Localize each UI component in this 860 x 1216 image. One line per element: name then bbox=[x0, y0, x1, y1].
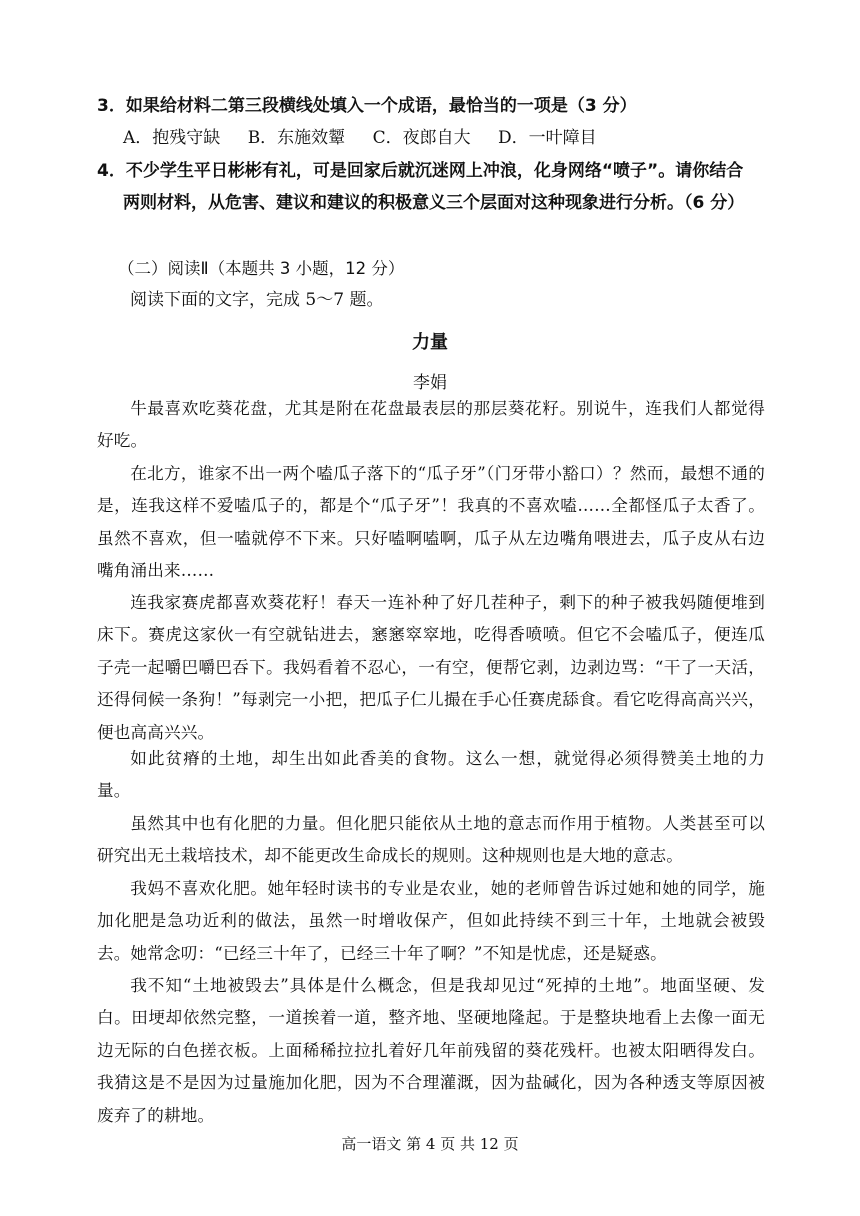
option-c: C．夜郎自大 bbox=[372, 128, 471, 148]
article-paragraph-6: 我妈不喜欢化肥。她年轻时读书的专业是农业，她的老师曾告诉过她和她的同学，施加化肥是急功近利的做法，虽然一时增收保产，但如此持续不到三十年，土地就会被毁去。她常念叨：“已经三十年了，已经三十年了啊？”不知是忧虑，还是疑惑。 bbox=[97, 879, 765, 963]
article-paragraph-2: 在北方，谁家不出一两个嗑瓜子落下的“瓜子牙”（门牙带小豁口）？然而，最想不通的是，连我这样不爱嗑瓜子的，都是个“瓜子牙”！我真的不喜欢嗑……全都怪瓜子太香了。虽然不喜欢，但一嗑就停不下来。只好嗑啊嗑啊，瓜子从左边嘴角喂进去，瓜子皮从右边嘴角涌出来…… bbox=[97, 464, 765, 581]
page-footer: 高一语文 第 4 页 共 12 页 bbox=[341, 1135, 519, 1153]
article-paragraph-1: 牛最喜欢吃葵花盘，尤其是附在花盘最表层的那层葵花籽。别说牛，连我们人都觉得好吃。 bbox=[97, 399, 765, 451]
question-4-number: 4． bbox=[97, 161, 126, 181]
section-heading: （二）阅读Ⅱ（本题共 3 小题，12 分） bbox=[118, 259, 405, 278]
option-a: A．抱残守缺 bbox=[123, 128, 221, 148]
article-paragraph-3: 连我家赛虎都喜欢葵花籽！春天一连补种了好几茬种子，剩下的种子被我妈随便堆到床下。赛虎这家伙一有空就钻进去，窸窸窣窣地，吃得香喷喷。但它不会嗑瓜子，便连瓜子壳一起嚼巴嚼巴吞下。我妈看着不忍心，一有空，便帮它剥，边剥边骂：“干了一天活，还得伺候一条狗！”每剥完一小把，把瓜子仁儿撮在手心任赛虎舔食。看它吃得高高兴兴，便也高高兴兴。 bbox=[97, 593, 765, 742]
question-3-options bbox=[123, 127, 597, 149]
article-paragraph-5: 虽然其中也有化肥的力量。但化肥只能依从土地的意志而作用于植物。人类甚至可以研究出无土栽培技术，却不能更改生命成长的规则。这种规则也是大地的意志。 bbox=[97, 814, 765, 866]
article-paragraph-4: 如此贫瘠的土地，却生出如此香美的食物。这么一想，就觉得必须得赞美土地的力量。 bbox=[97, 749, 765, 801]
option-d: D．一叶障目 bbox=[498, 128, 597, 148]
article-title: 力量 bbox=[412, 332, 448, 353]
option-b: B．东施效颦 bbox=[247, 128, 346, 148]
question-3-number: 3． bbox=[97, 96, 126, 116]
question-3-text: 如果给材料二第三段横线处填入一个成语，最恰当的一项是（3 分） bbox=[125, 96, 637, 116]
section-instruction: 阅读下面的文字，完成 5～7 题。 bbox=[130, 290, 384, 310]
question-3 bbox=[97, 95, 637, 117]
question-4-line-1: 不少学生平日彬彬有礼，可是回家后就沉迷网上冲浪，化身网络“喷子”。请你结合 bbox=[125, 161, 744, 181]
question-4 bbox=[97, 160, 743, 182]
article-paragraph-7: 我不知“土地被毁去”具体是什么概念，但是我却见过“死掉的土地”。地面坚硬、发白。田埂却依然完整，一道挨着一道，整齐地、坚硬地隆起。于是整块地看上去像一面无边无际的白色搓衣板。上面稀稀拉拉扎着好几年前残留的葵花残杆。也被太阳晒得发白。我猜这是不是因为过量施加化肥，因为不合理灌溉，因为盐碱化，因为各种透支等原因被废弃了的耕地。 bbox=[97, 976, 765, 1125]
question-4-line-2: 两则材料，从危害、建议和建议的积极意义三个层面对这种现象进行分析。（6 分） bbox=[123, 193, 745, 213]
article-author: 李娟 bbox=[413, 373, 447, 393]
